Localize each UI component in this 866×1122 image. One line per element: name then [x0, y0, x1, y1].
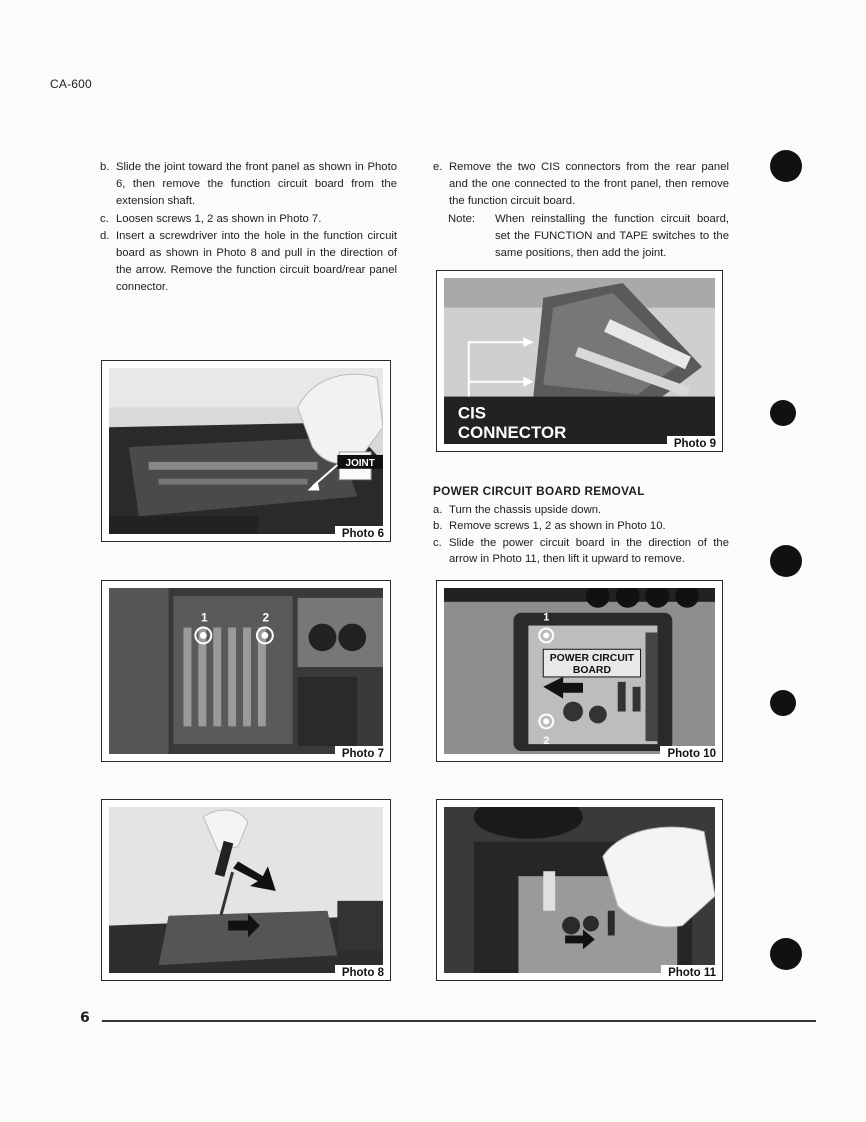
- photo-10-image: [444, 588, 715, 754]
- note-key: Note:: [448, 212, 476, 225]
- power-step-b: [433, 518, 729, 535]
- section-title: POWER CIRCUIT BOARD REMOVAL: [433, 484, 645, 498]
- photo-9-image: [444, 278, 715, 444]
- step-d: [100, 228, 397, 297]
- photo-10-label: Photo 10: [660, 746, 722, 761]
- photo-7: [101, 580, 391, 762]
- step-text: Slide the power circuit board in the direction of the arrow in Photo 11, then lift it upward to remove.: [449, 536, 729, 566]
- step-key: c.: [433, 536, 442, 549]
- binder-hole: [770, 400, 796, 426]
- note-text: When reinstalling the function circuit board, set the FUNCTION and TAPE switches to the same positions, then add the joint.: [495, 212, 729, 260]
- binder-hole: [770, 690, 796, 716]
- photo-6: [101, 360, 391, 542]
- reinstall-note: [433, 211, 729, 263]
- binder-hole: [770, 545, 802, 577]
- screw-2-number: 2: [543, 735, 550, 748]
- screw-1-number: 1: [543, 611, 550, 624]
- photo-11-label: Photo 11: [661, 965, 722, 980]
- binder-hole: [770, 938, 802, 970]
- photo-9-label: Photo 9: [667, 436, 722, 451]
- photo-6-callout: JOINT: [345, 457, 375, 469]
- step-e: [433, 159, 729, 211]
- photo-6-label: Photo 6: [335, 526, 390, 541]
- page-number: 6: [80, 1010, 90, 1026]
- power-step-a: [433, 502, 729, 519]
- photo-10-callout-line2: BOARD: [572, 664, 611, 676]
- screw-2-number: 2: [262, 610, 270, 625]
- step-text: Loosen screws 1, 2 as shown in Photo 7.: [116, 212, 322, 225]
- photo-10: [436, 580, 723, 762]
- photo-11: [436, 799, 723, 981]
- photo-8: [101, 799, 391, 981]
- step-text: Insert a screwdriver into the hole in the function circuit board as shown in Photo 8 and pull in the direction of the arrow. Remove the function circuit board/rear panel connector.: [116, 229, 397, 294]
- step-text: Remove screws 1, 2 as shown in Photo 10.: [449, 520, 666, 533]
- page-header: CA-600: [50, 77, 92, 91]
- power-step-c: [433, 535, 729, 568]
- power-board-section: [433, 483, 729, 568]
- step-key: e.: [433, 161, 443, 173]
- photo-9-callout-line1: CIS: [457, 403, 487, 423]
- step-c: [100, 211, 397, 228]
- step-text: Remove the two CIS connectors from the rear panel and the one connected to the front panel, then remove the function circuit board.: [449, 161, 729, 208]
- footer-rule: [102, 1020, 816, 1022]
- photo-11-image: [444, 807, 715, 973]
- step-b: [100, 159, 397, 211]
- photo-6-image: [109, 368, 383, 534]
- photo-9-callout-line2: CONNECTOR: [457, 423, 567, 443]
- photo-8-label: Photo 8: [335, 965, 390, 980]
- screw-1-number: 1: [200, 610, 208, 625]
- step-key: b.: [433, 520, 443, 533]
- left-instructions: [100, 159, 397, 297]
- binder-hole: [770, 150, 802, 182]
- photo-7-image: [109, 588, 383, 754]
- step-text: Turn the chassis upside down.: [449, 503, 602, 516]
- step-key: c.: [100, 212, 109, 225]
- photo-8-image: [109, 807, 383, 973]
- photo-9: [436, 270, 723, 452]
- photo-10-callout-line1: POWER CIRCUIT: [549, 653, 635, 665]
- step-text: Slide the joint toward the front panel as shown in Photo 6, then remove the function circuit board from the extension shaft.: [116, 161, 397, 208]
- step-key: d.: [100, 229, 110, 242]
- step-key: b.: [100, 161, 110, 173]
- photo-7-label: Photo 7: [335, 746, 390, 761]
- step-key: a.: [433, 503, 443, 516]
- right-instructions: [433, 159, 729, 262]
